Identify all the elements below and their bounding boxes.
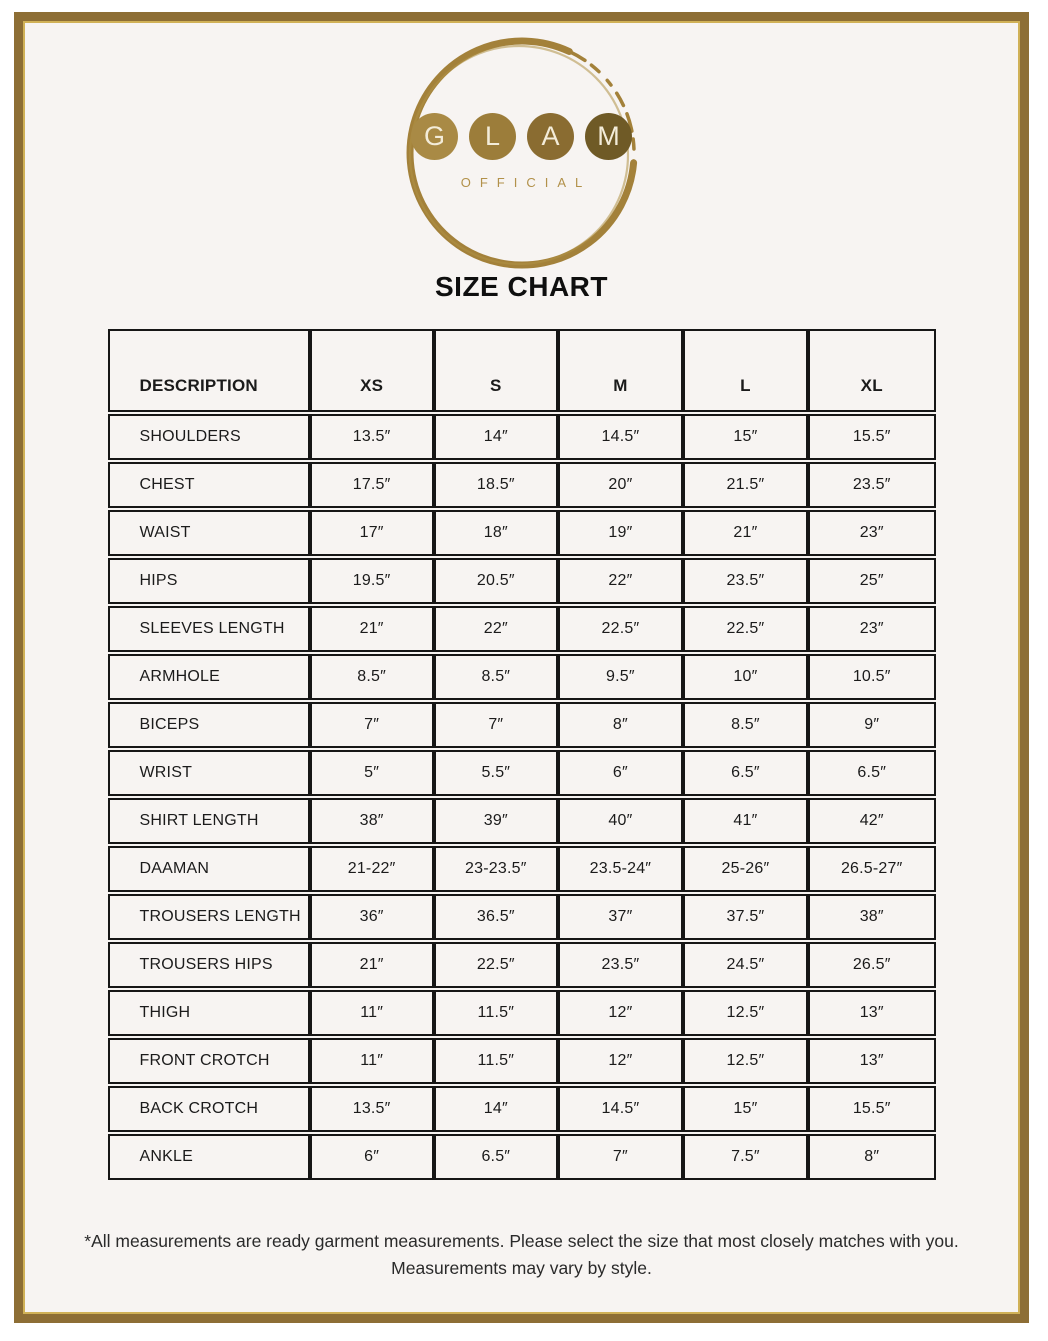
row-label: SLEEVES LENGTH [108,606,310,652]
measurement-cell: 10.5″ [808,654,936,700]
measurement-cell: 26.5-27″ [808,846,936,892]
table-row [108,750,936,796]
measurement-cell: 21.5″ [683,462,808,508]
measurement-cell: 39″ [434,798,558,844]
measurement-cell: 5″ [310,750,434,796]
measurement-note-line1: *All measurements are ready garment measurements. Please select the size that most closely matches with you. [84,1231,959,1251]
measurement-cell: 8.5″ [683,702,808,748]
row-label: FRONT CROTCH [108,1038,310,1084]
column-header-size-m: M [558,329,683,412]
measurement-cell: 37″ [558,894,683,940]
measurement-cell: 40″ [558,798,683,844]
measurement-cell: 20″ [558,462,683,508]
measurement-cell: 17.5″ [310,462,434,508]
measurement-cell: 11.5″ [434,990,558,1036]
measurement-cell: 8.5″ [434,654,558,700]
table-row [108,942,936,988]
measurement-cell: 15.5″ [808,1086,936,1132]
measurement-cell: 18.5″ [434,462,558,508]
measurement-cell: 9″ [808,702,936,748]
measurement-cell: 23″ [808,510,936,556]
measurement-cell: 22″ [434,606,558,652]
measurement-cell: 22.5″ [683,606,808,652]
measurement-cell: 21″ [310,942,434,988]
size-chart-table [108,327,936,1182]
measurement-cell: 14″ [434,1086,558,1132]
measurement-cell: 7″ [558,1134,683,1180]
logo-letter-circle-l [469,113,516,160]
measurement-note-line2: Measurements may vary by style. [391,1258,652,1279]
row-label: CHEST [108,462,310,508]
measurement-cell: 11″ [310,990,434,1036]
measurement-cell: 8″ [558,702,683,748]
table-row [108,462,936,508]
measurement-cell: 6.5″ [683,750,808,796]
row-label: WAIST [108,510,310,556]
measurement-cell: 23.5″ [808,462,936,508]
table-row [108,990,936,1036]
measurement-cell: 19″ [558,510,683,556]
measurement-cell: 38″ [310,798,434,844]
table-row [108,1038,936,1084]
logo-letter: M [597,121,620,151]
measurement-cell: 5.5″ [434,750,558,796]
column-header-size-l: L [683,329,808,412]
measurement-cell: 26.5″ [808,942,936,988]
measurement-cell: 10″ [683,654,808,700]
table-row [108,510,936,556]
measurement-cell: 12.5″ [683,1038,808,1084]
measurement-cell: 23.5-24″ [558,846,683,892]
row-label: DAAMAN [108,846,310,892]
measurement-cell: 6.5″ [808,750,936,796]
row-label: WRIST [108,750,310,796]
table-row [108,606,936,652]
measurement-cell: 15.5″ [808,414,936,460]
header-row [108,329,936,412]
table-row [108,798,936,844]
measurement-cell: 38″ [808,894,936,940]
logo-letter-circle-m [585,113,632,160]
measurement-cell: 8″ [808,1134,936,1180]
logo-letter: G [423,121,445,151]
row-label: BACK CROTCH [108,1086,310,1132]
measurement-cell: 24.5″ [683,942,808,988]
measurement-cell: 36.5″ [434,894,558,940]
measurement-cell: 15″ [683,414,808,460]
table-row [108,702,936,748]
measurement-cell: 22″ [558,558,683,604]
measurement-cell: 22.5″ [558,606,683,652]
row-label: ARMHOLE [108,654,310,700]
measurement-cell: 8.5″ [310,654,434,700]
row-label: ANKLE [108,1134,310,1180]
measurement-cell: 21″ [310,606,434,652]
measurement-cell: 13″ [808,1038,936,1084]
row-label: SHIRT LENGTH [108,798,310,844]
table-row [108,846,936,892]
measurement-cell: 7″ [310,702,434,748]
measurement-cell: 25″ [808,558,936,604]
gold-frame [14,12,1029,1323]
column-header-size-xl: XL [808,329,936,412]
measurement-cell: 9.5″ [558,654,683,700]
logo-letter-circle-g [411,113,458,160]
column-header-description: DESCRIPTION [108,329,310,412]
logo-letter-circles [404,113,640,160]
row-label: THIGH [108,990,310,1036]
row-label: TROUSERS HIPS [108,942,310,988]
measurement-cell: 36″ [310,894,434,940]
measurement-cell: 23.5″ [558,942,683,988]
measurement-cell: 21″ [683,510,808,556]
measurement-cell: 13.5″ [310,1086,434,1132]
brand-logo [404,35,640,271]
table-row [108,414,936,460]
measurement-cell: 23-23.5″ [434,846,558,892]
row-label: HIPS [108,558,310,604]
measurement-cell: 12″ [558,1038,683,1084]
measurement-cell: 14.5″ [558,1086,683,1132]
measurement-cell: 42″ [808,798,936,844]
measurement-cell: 22.5″ [434,942,558,988]
measurement-cell: 7.5″ [683,1134,808,1180]
measurement-cell: 12″ [558,990,683,1036]
measurement-note [62,1228,982,1282]
table-row [108,654,936,700]
column-header-size-xs: XS [310,329,434,412]
measurement-cell: 25-26″ [683,846,808,892]
measurement-cell: 18″ [434,510,558,556]
measurement-cell: 6″ [558,750,683,796]
measurement-cell: 13.5″ [310,414,434,460]
column-header-size-s: S [434,329,558,412]
row-label: TROUSERS LENGTH [108,894,310,940]
measurement-cell: 21-22″ [310,846,434,892]
page-title: SIZE CHART [435,271,608,302]
table-row [108,894,936,940]
logo-letter: L [484,121,501,151]
row-label: SHOULDERS [108,414,310,460]
table-row [108,1134,936,1180]
measurement-cell: 23.5″ [683,558,808,604]
measurement-cell: 14.5″ [558,414,683,460]
measurement-cell: 6″ [310,1134,434,1180]
table-row [108,1086,936,1132]
measurement-cell: 23″ [808,606,936,652]
table-row [108,558,936,604]
measurement-cell: 12.5″ [683,990,808,1036]
measurement-cell: 19.5″ [310,558,434,604]
measurement-cell: 17″ [310,510,434,556]
measurement-cell: 11.5″ [434,1038,558,1084]
measurement-cell: 11″ [310,1038,434,1084]
logo-letter: A [541,121,560,151]
measurement-cell: 13″ [808,990,936,1036]
measurement-cell: 41″ [683,798,808,844]
logo-letter-circle-a [527,113,574,160]
measurement-cell: 7″ [434,702,558,748]
logo-subtitle: OFFICIAL [460,175,592,190]
measurement-cell: 15″ [683,1086,808,1132]
measurement-cell: 6.5″ [434,1134,558,1180]
measurement-cell: 37.5″ [683,894,808,940]
measurement-cell: 20.5″ [434,558,558,604]
measurement-cell: 14″ [434,414,558,460]
row-label: BICEPS [108,702,310,748]
